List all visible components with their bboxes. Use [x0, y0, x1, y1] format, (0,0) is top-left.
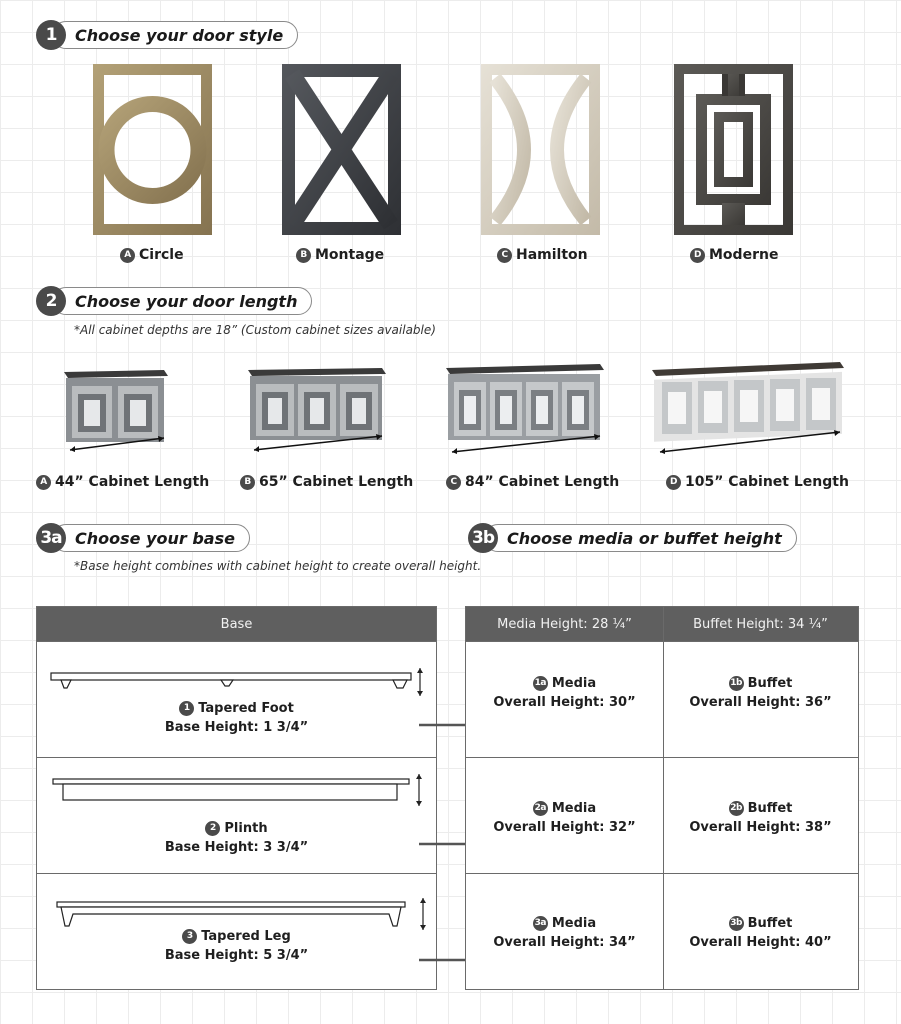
cabinet-105-image[interactable]: [648, 358, 848, 462]
height-table: [465, 606, 859, 990]
step-1-header: [36, 20, 298, 50]
option-badge: 3b: [729, 916, 744, 931]
door-style-name: Circle: [139, 247, 184, 263]
length-label: 65” Cabinet Length: [259, 474, 414, 490]
number-badge: 1: [179, 701, 194, 716]
media-height-header: Media Height: 28 ¼”: [466, 607, 663, 641]
table-row: [466, 873, 858, 989]
base-option-text: [37, 927, 436, 965]
door-style-caption-moderne: [690, 247, 778, 263]
overall-height: Overall Height: 32”: [493, 820, 636, 835]
buffet-option-1b[interactable]: [663, 674, 858, 712]
step-number: 3a: [36, 523, 66, 553]
option-name: Media: [551, 801, 597, 816]
overall-height: Overall Height: 34”: [493, 935, 636, 950]
step-3a-header: [36, 523, 250, 553]
length-label: 105” Cabinet Length: [685, 474, 849, 490]
door-style-caption-montage: [296, 247, 384, 263]
letter-badge: A: [120, 248, 135, 263]
base-height: Base Height: 1 3/4”: [164, 720, 309, 735]
letter-badge: B: [240, 475, 255, 490]
buffet-option-3b[interactable]: [663, 914, 858, 952]
option-badge: 2b: [729, 801, 744, 816]
base-table: [36, 606, 437, 990]
length-caption-84: [446, 474, 619, 490]
letter-badge: D: [690, 248, 705, 263]
base-option-text: [37, 819, 436, 857]
letter-badge: A: [36, 475, 51, 490]
media-option-3a[interactable]: [466, 914, 663, 952]
hamilton-door-image[interactable]: [481, 64, 600, 235]
door-style-name: Hamilton: [516, 247, 588, 263]
number-badge: 3: [182, 929, 197, 944]
option-badge: 2a: [533, 801, 548, 816]
table-row[interactable]: [37, 873, 436, 989]
table-row[interactable]: [37, 641, 436, 757]
cabinet-depth-note: *All cabinet depths are 18” (Custom cabinet sizes available): [74, 323, 436, 337]
step-title: Choose media or buffet height: [484, 524, 797, 552]
base-name: Tapered Foot: [198, 701, 294, 716]
step-2-header: [36, 286, 312, 316]
door-style-caption-hamilton: [497, 247, 588, 263]
table-row: [466, 757, 858, 874]
montage-door-image[interactable]: [282, 64, 401, 235]
media-option-1a[interactable]: [466, 674, 663, 712]
moderne-door-image[interactable]: [674, 64, 793, 235]
buffet-option-2b[interactable]: [663, 799, 858, 837]
length-caption-105: [666, 474, 849, 490]
table-row[interactable]: [37, 757, 436, 874]
cabinet-84-image[interactable]: [442, 360, 608, 460]
base-height: Base Height: 3 3/4”: [164, 840, 309, 855]
base-name: Plinth: [224, 821, 268, 836]
base-height-note: *Base height combines with cabinet height to create overall height.: [74, 559, 482, 573]
option-badge: 1b: [729, 676, 744, 691]
step-3b-header: [468, 523, 797, 553]
base-table-header: Base: [37, 607, 436, 641]
overall-height: Overall Height: 40”: [689, 935, 832, 950]
option-name: Buffet: [747, 916, 793, 931]
option-name: Media: [551, 916, 597, 931]
plinth-diagram: [49, 774, 429, 810]
option-name: Buffet: [747, 676, 793, 691]
base-height: Base Height: 5 3/4”: [164, 948, 309, 963]
door-style-name: Montage: [315, 247, 385, 263]
number-badge: 2: [205, 821, 220, 836]
step-title: Choose your base: [52, 524, 250, 552]
circle-door-image[interactable]: [93, 64, 212, 235]
overall-height: Overall Height: 30”: [493, 695, 636, 710]
letter-badge: C: [446, 475, 461, 490]
option-badge: 1a: [533, 676, 548, 691]
step-number: 3b: [468, 523, 498, 553]
length-label: 84” Cabinet Length: [465, 474, 620, 490]
step-title: Choose your door style: [52, 21, 298, 49]
length-label: 44” Cabinet Length: [55, 474, 210, 490]
option-badge: 3a: [533, 916, 548, 931]
letter-badge: B: [296, 248, 311, 263]
step-title: Choose your door length: [52, 287, 312, 315]
table-row: [466, 641, 858, 757]
letter-badge: C: [497, 248, 512, 263]
cabinet-65-image[interactable]: [244, 364, 390, 458]
overall-height: Overall Height: 36”: [689, 695, 832, 710]
length-caption-65: [240, 474, 413, 490]
step-number: 1: [36, 20, 66, 50]
tapered-foot-diagram: [47, 668, 427, 698]
door-style-name: Moderne: [709, 247, 779, 263]
door-style-caption-circle: [120, 247, 184, 263]
step-number: 2: [36, 286, 66, 316]
base-name: Tapered Leg: [201, 929, 291, 944]
base-option-text: [37, 699, 436, 737]
length-caption-44: [36, 474, 209, 490]
buffet-height-header: Buffet Height: 34 ¼”: [663, 607, 858, 641]
cabinet-44-image[interactable]: [60, 366, 172, 458]
media-option-2a[interactable]: [466, 799, 663, 837]
overall-height: Overall Height: 38”: [689, 820, 832, 835]
letter-badge: D: [666, 475, 681, 490]
option-name: Media: [551, 676, 597, 691]
option-name: Buffet: [747, 801, 793, 816]
